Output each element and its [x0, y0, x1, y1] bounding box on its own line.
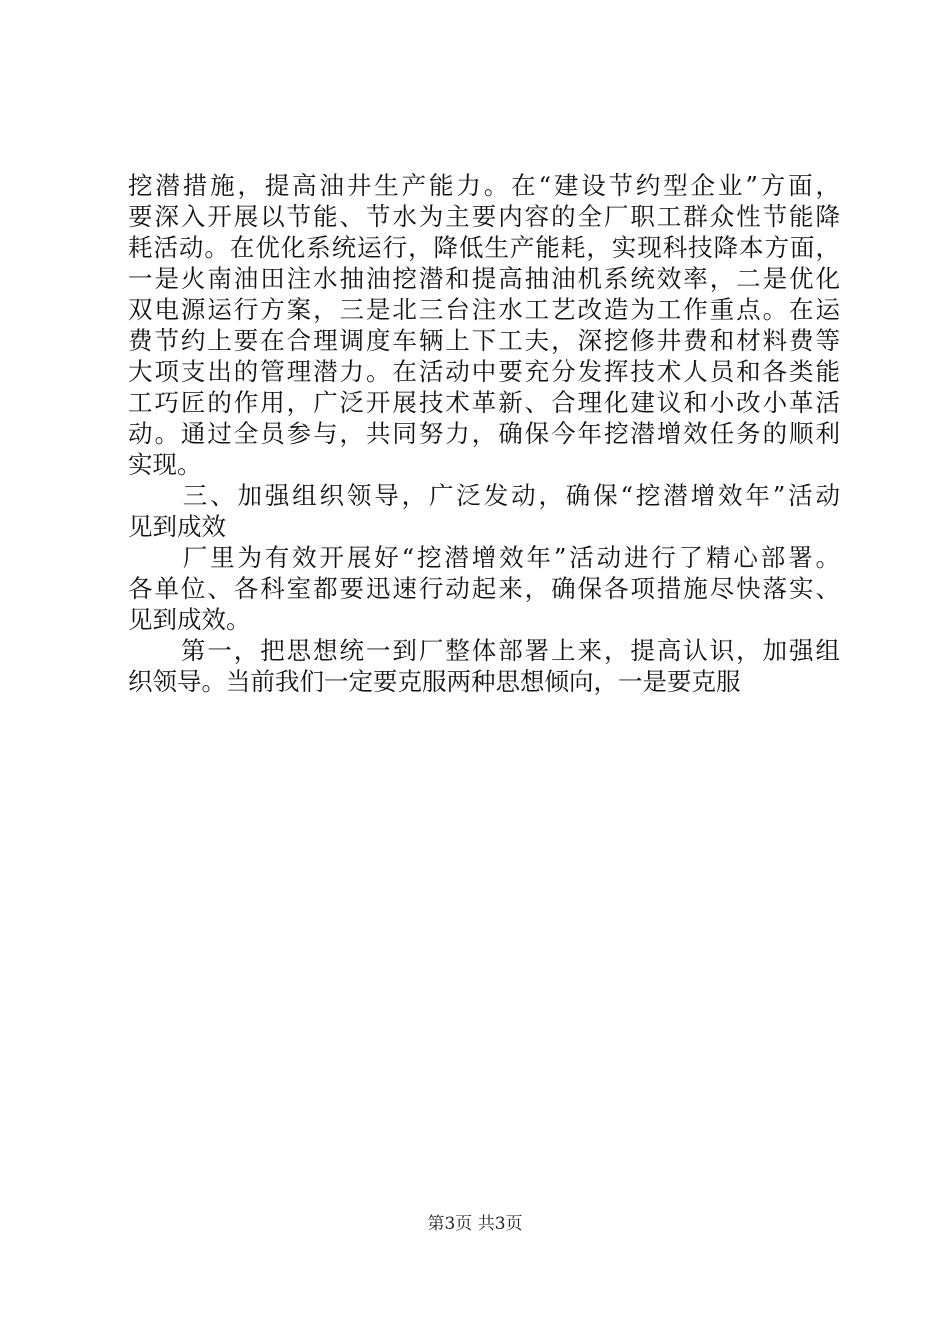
text-line: 费节约上要在合理调度车辆上下工夫，深挖修井费和材料费等 [128, 326, 840, 355]
text-line: 双电源运行方案，三是北三台注水工艺改造为工作重点。在运 [128, 295, 840, 324]
text-line: 大项支出的管理潜力。在活动中要充分发挥技术人员和各类能 [128, 357, 840, 386]
text-line: 挖潜措施，提高油井生产能力。在“建设节约型企业”方面， [128, 171, 840, 200]
section-heading-line: 三、加强组织领导，广泛发动，确保“挖潜增效年”活动 [128, 481, 840, 510]
document-body [128, 170, 840, 697]
text-line: 动。通过全员参与，共同努力，确保今年挖潜增效任务的顺利 [128, 419, 840, 448]
text-line: 实现。 [128, 450, 202, 479]
text-line: 见到成效。 [128, 605, 251, 634]
text-line: 第一，把思想统一到厂整体部署上来，提高认识，加强组 [128, 636, 840, 665]
text-line: 各单位、各科室都要迅速行动起来，确保各项措施尽快落实、 [128, 574, 840, 603]
text-line: 厂里为有效开展好“挖潜增效年”活动进行了精心部署。 [128, 543, 840, 572]
text-line: 耗活动。在优化系统运行，降低生产能耗，实现科技降本方面， [128, 233, 840, 262]
page-number-footer: 第3页 共3页 [427, 1214, 523, 1234]
section-heading-line: 见到成效 [128, 512, 226, 541]
text-line: 织领导。当前我们一定要克服两种思想倾向，一是要克服 [128, 667, 741, 696]
text-line: 工巧匠的作用，广泛开展技术革新、合理化建议和小改小革活 [128, 388, 840, 417]
text-line: 一是火南油田注水抽油挖潜和提高抽油机系统效率，二是优化 [128, 264, 840, 293]
text-line: 要深入开展以节能、节水为主要内容的全厂职工群众性节能降 [128, 202, 840, 231]
